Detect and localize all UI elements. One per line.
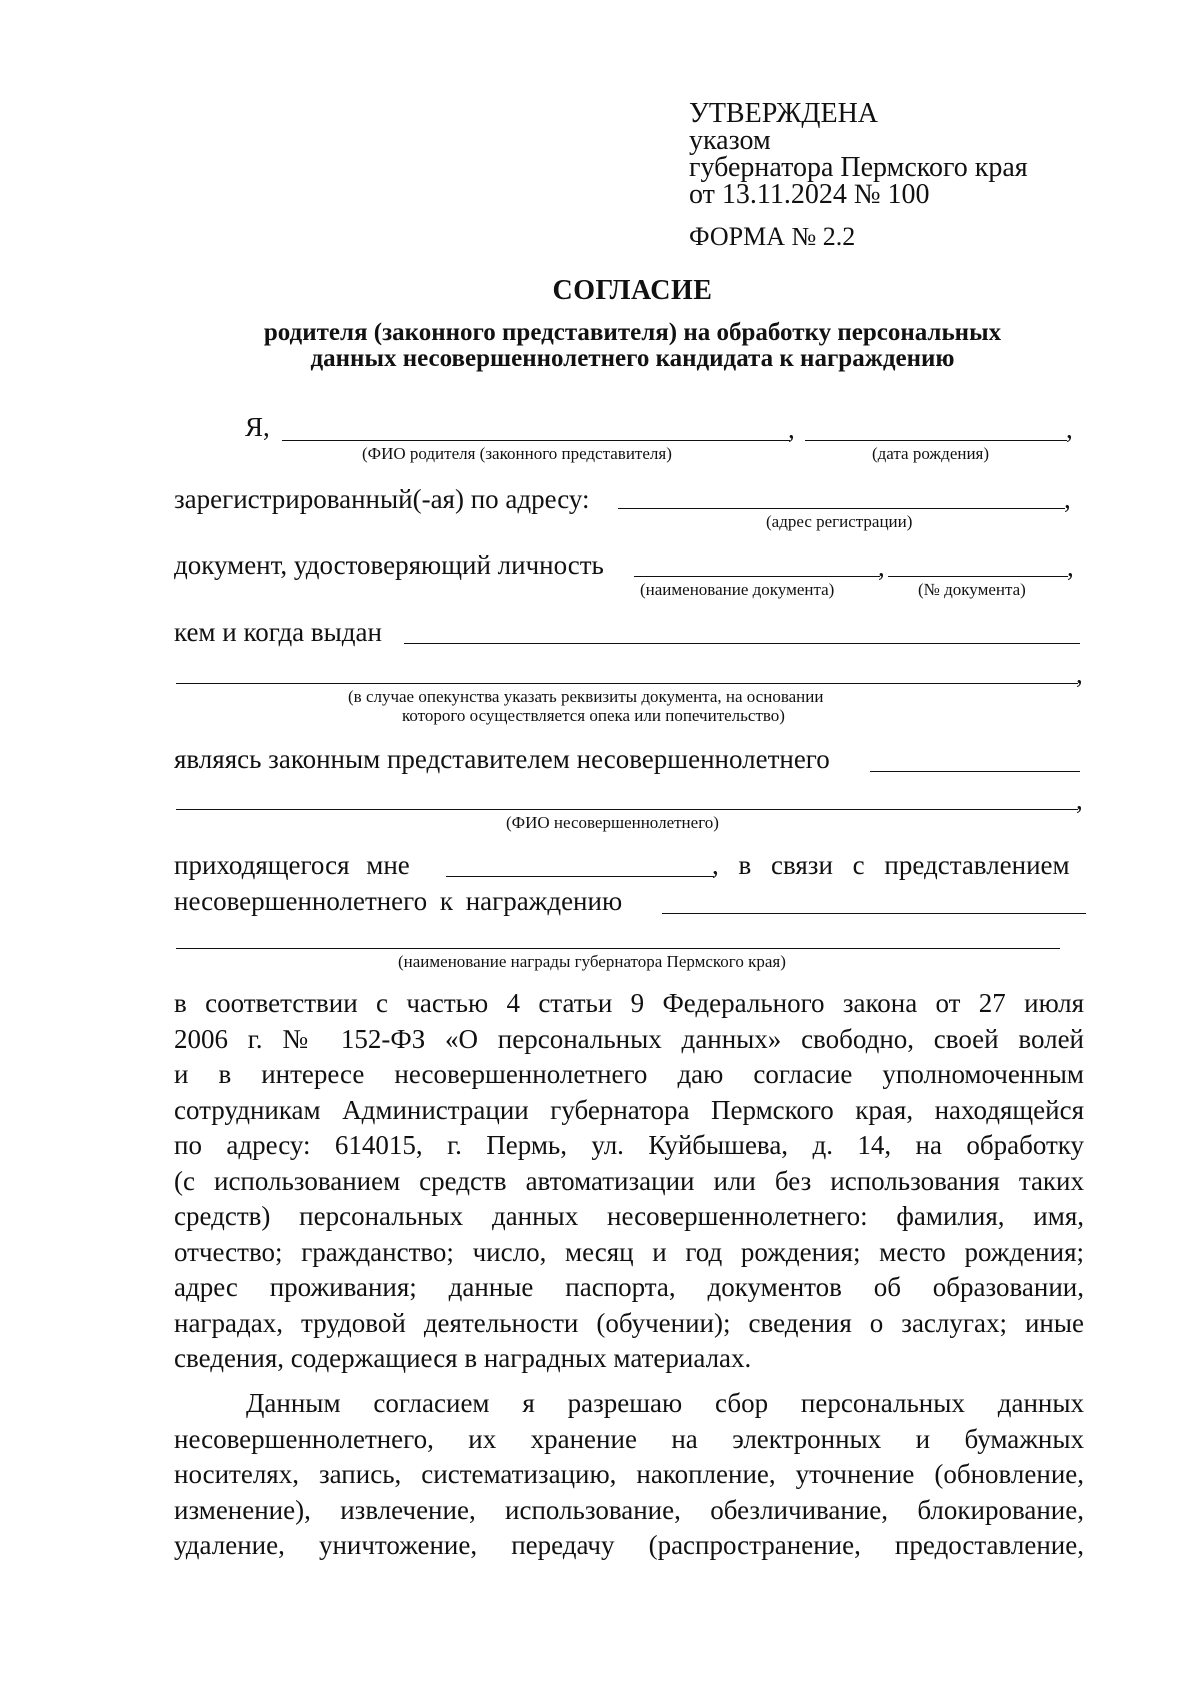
caption-award: (наименование награды губернатора Пермского края) — [398, 952, 786, 971]
approval-title: УТВЕРЖДЕНА — [689, 98, 879, 129]
paragraph-line: адрес проживания; данные паспорта, документов об образовании, — [174, 1272, 1084, 1302]
caption-address: (адрес регистрации) — [766, 512, 913, 531]
comma: , — [878, 552, 885, 582]
subtitle-line-2: данных несовершеннолетнего кандидата к награждению — [310, 345, 955, 372]
approval-line-decree: указом — [689, 125, 771, 156]
paragraph-line: и в интересе несовершеннолетнего даю согласие уполномоченным — [174, 1059, 1084, 1089]
paragraph-line: изменение), извлечение, использование, обезличивание, блокирование, — [174, 1494, 1084, 1525]
parent-name-field[interactable] — [282, 440, 790, 441]
comma: , — [1064, 484, 1071, 514]
consent-paragraph-2 — [174, 1386, 1084, 1564]
approval-block — [689, 100, 1028, 208]
comma: , — [1076, 785, 1083, 815]
comma: , — [1067, 552, 1074, 582]
paragraph-line: удаление, уничтожение, передачу (распространение, предоставление, — [174, 1530, 1084, 1560]
paragraph-line: Данным согласием я разрешаю сбор персональных данных — [246, 1388, 1084, 1418]
paragraph-line: (с использованием средств автоматизации или без использования таких — [174, 1165, 1084, 1196]
issued-by-field[interactable] — [404, 643, 1080, 644]
paragraph-line: в соответствии с частью 4 статьи 9 Федерального закона от 27 июля — [174, 988, 1084, 1018]
approval-line-date: от 13.11.2024 № 100 — [689, 179, 930, 210]
caption-birth-date: (дата рождения) — [872, 444, 990, 463]
label-representative: являясь законным представителем несовершеннолетнего — [174, 744, 830, 774]
caption-guardian-line-1: (в случае опекунства указать реквизиты документа, на основании — [348, 687, 824, 706]
caption-document-name: (наименование документа) — [640, 580, 835, 599]
caption-guardian-line-2: которого осуществляется опека или попечительство) — [402, 706, 785, 725]
caption-document-number: (№ документа) — [918, 580, 1026, 599]
label-issued-by: кем и когда выдан — [174, 617, 382, 647]
consent-paragraph-1 — [174, 986, 1084, 1377]
paragraph-line: несовершеннолетнего, их хранение на электронных и бумажных — [174, 1423, 1084, 1454]
document-subtitle — [0, 320, 1200, 372]
label-award: несовершеннолетнего к награждению — [174, 886, 623, 916]
paragraph-line: отчество; гражданство; число, месяц и год рождения; место рождения; — [174, 1236, 1084, 1267]
minor-name-field-continued[interactable] — [176, 809, 1078, 810]
paragraph-line: средств) персональных данных несовершеннолетнего: фамилия, имя, — [174, 1201, 1084, 1231]
paragraph-line: носителях, запись, систематизацию, накопление, уточнение (обновление, — [174, 1459, 1084, 1489]
label-relation: приходящегося мне — [174, 850, 410, 880]
label-relation-continued: , в связи с представлением — [712, 850, 1070, 880]
birth-date-field[interactable] — [805, 440, 1067, 441]
label-registered-address: зарегистрированный(-ая) по адресу: — [174, 484, 590, 514]
relation-field[interactable] — [446, 876, 714, 877]
paragraph-line: 2006 г. № 152-ФЗ «О персональных данных» свободно, своей волей — [174, 1023, 1084, 1054]
minor-name-field[interactable] — [870, 771, 1080, 772]
comma: , — [1076, 659, 1083, 689]
paragraph-line: сведения, содержащиеся в наградных материалах. — [174, 1343, 752, 1373]
approval-line-governor: губернатора Пермского края — [689, 152, 1028, 183]
paragraph-line: наградах, трудовой деятельности (обучении); сведения о заслугах; иные — [174, 1307, 1084, 1338]
issued-by-field-continued[interactable] — [176, 683, 1078, 684]
comma: , — [788, 414, 795, 444]
address-field[interactable] — [618, 508, 1065, 509]
paragraph-line: сотрудникам Администрации губернатора Пермского края, находящейся — [174, 1094, 1084, 1125]
form-number: ФОРМА № 2.2 — [689, 222, 856, 251]
document-title: СОГЛАСИЕ — [552, 275, 713, 306]
document-number-field[interactable] — [888, 576, 1068, 577]
subtitle-line-1: родителя (законного представителя) на обработку персональных — [263, 319, 1002, 346]
caption-minor-name: (ФИО несовершеннолетнего) — [506, 813, 719, 832]
caption-parent-name: (ФИО родителя (законного представителя) — [362, 444, 672, 463]
award-name-field[interactable] — [176, 948, 1060, 949]
comma: , — [1066, 414, 1073, 444]
document-name-field[interactable] — [634, 576, 880, 577]
label-id-document: документ, удостоверяющий личность — [174, 550, 604, 580]
award-field[interactable] — [662, 913, 1086, 914]
paragraph-line: по адресу: 614015, г. Пермь, ул. Куйбышева, д. 14, на обработку — [174, 1130, 1084, 1160]
label-ya: Я, — [245, 412, 270, 442]
